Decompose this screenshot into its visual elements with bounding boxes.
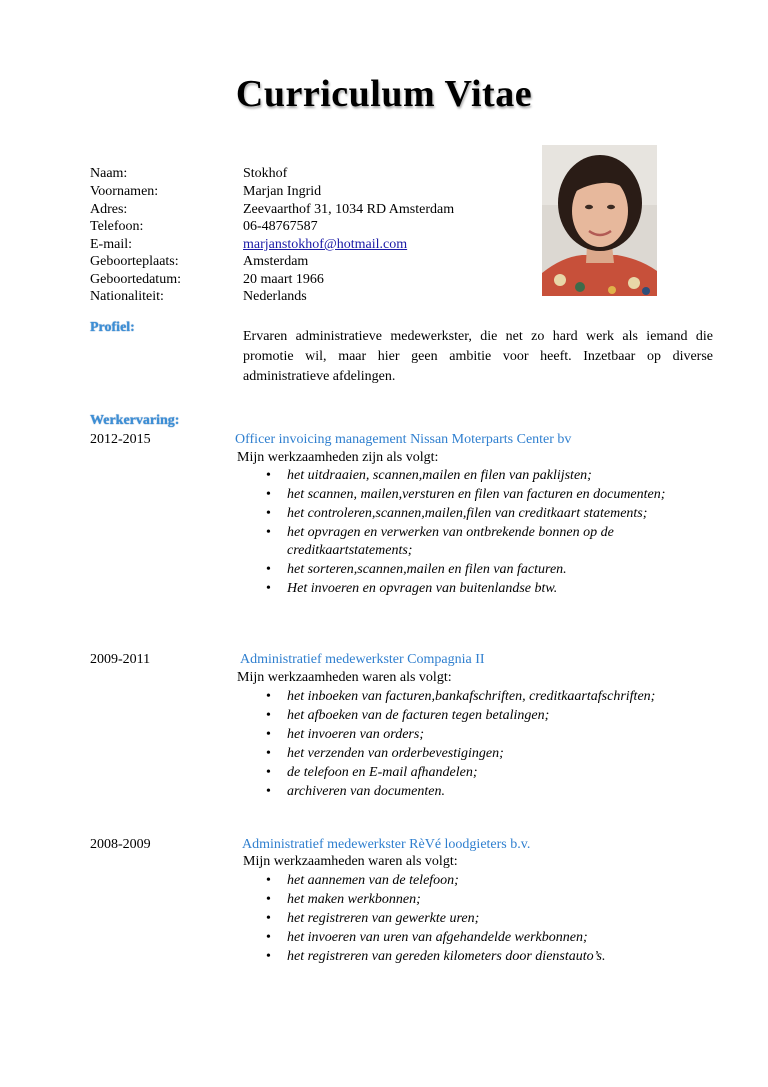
duty-item: • het uitdraaien, scannen,mailen en filen van paklijsten; bbox=[287, 467, 687, 485]
duties-list bbox=[287, 467, 687, 599]
job-period: 2009-2011 bbox=[90, 652, 151, 667]
duty-item: • de telefoon en E-mail afhandelen; bbox=[287, 764, 687, 782]
duty-item: • het maken werkbonnen; bbox=[287, 891, 687, 909]
value-nationaliteit: Nederlands bbox=[243, 289, 307, 304]
job-title: Administratief medewerkster Compagnia II bbox=[240, 652, 485, 667]
value-voornamen: Marjan Ingrid bbox=[243, 184, 322, 199]
label-email: E-mail: bbox=[90, 237, 132, 252]
duty-item: • het aannemen van de telefoon; bbox=[287, 872, 687, 890]
label-adres: Adres: bbox=[90, 202, 128, 217]
duty-item: • het sorteren,scannen,mailen en filen van facturen. bbox=[287, 561, 687, 579]
duty-item: • archiveren van documenten. bbox=[287, 783, 687, 801]
label-nationaliteit: Nationaliteit: bbox=[90, 289, 164, 304]
duty-item: • het opvragen en verwerken van ontbrekende bonnen op de creditkaartstatements; bbox=[287, 524, 687, 560]
portrait-image bbox=[542, 145, 657, 296]
value-adres: Zeevaarthof 31, 1034 RD Amsterdam bbox=[243, 202, 455, 217]
duty-item: • het invoeren van uren van afgehandelde werkbonnen; bbox=[287, 929, 687, 947]
label-naam: Naam: bbox=[90, 166, 128, 181]
job-title: Officer invoicing management Nissan Moterparts Center bv bbox=[235, 432, 572, 447]
experience-heading: Werkervaring: bbox=[90, 413, 180, 428]
duty-item: • het afboeken van de facturen tegen betalingen; bbox=[287, 707, 687, 725]
duty-item: • het registreren van gereden kilometers door dienstauto’s. bbox=[287, 948, 687, 966]
value-geboorteplaats: Amsterdam bbox=[243, 254, 309, 269]
value-telefoon: 06-48767587 bbox=[243, 219, 318, 234]
duties-list bbox=[287, 688, 687, 802]
profile-photo bbox=[542, 145, 657, 296]
duty-item: • het registreren van gewerkte uren; bbox=[287, 910, 687, 928]
profile-text: Ervaren administratieve medewerkster, die net zo hard werk als iemand die promotie wil, maar hier geen ambitie voor heeft. Inzetbaar op diverse administratieve afdelingen. bbox=[243, 329, 713, 384]
duties-intro: Mijn werkzaamheden waren als volgt: bbox=[237, 670, 452, 685]
duties-list bbox=[287, 872, 687, 967]
duties-intro: Mijn werkzaamheden zijn als volgt: bbox=[237, 450, 439, 465]
duty-item: • het verzenden van orderbevestigingen; bbox=[287, 745, 687, 763]
duty-item: • Het invoeren en opvragen van buitenlandse btw. bbox=[287, 580, 687, 598]
email-link[interactable]: marjanstokhof@hotmail.com bbox=[243, 237, 408, 252]
job-period: 2008-2009 bbox=[90, 837, 151, 852]
label-geboorteplaats: Geboorteplaats: bbox=[90, 254, 179, 269]
duty-item: • het scannen, mailen,versturen en filen van facturen en documenten; bbox=[287, 486, 687, 504]
label-voornamen: Voornamen: bbox=[90, 184, 159, 199]
value-naam: Stokhof bbox=[243, 166, 288, 181]
duties-intro: Mijn werkzaamheden waren als volgt: bbox=[243, 854, 458, 869]
profile-heading: Profiel: bbox=[90, 320, 135, 335]
duty-item: • het controleren,scannen,mailen,filen van creditkaart statements; bbox=[287, 505, 687, 523]
duty-item: • het invoeren van orders; bbox=[287, 726, 687, 744]
duty-item: • het inboeken van facturen,bankafschriften, creditkaartafschriften; bbox=[287, 688, 687, 706]
job-title: Administratief medewerkster RèVé loodgieters b.v. bbox=[242, 837, 531, 852]
label-telefoon: Telefoon: bbox=[90, 219, 144, 234]
value-geboortedatum: 20 maart 1966 bbox=[243, 272, 324, 287]
job-period: 2012-2015 bbox=[90, 432, 151, 447]
page-title: Curriculum Vitae bbox=[235, 73, 533, 115]
label-geboortedatum: Geboortedatum: bbox=[90, 272, 181, 287]
